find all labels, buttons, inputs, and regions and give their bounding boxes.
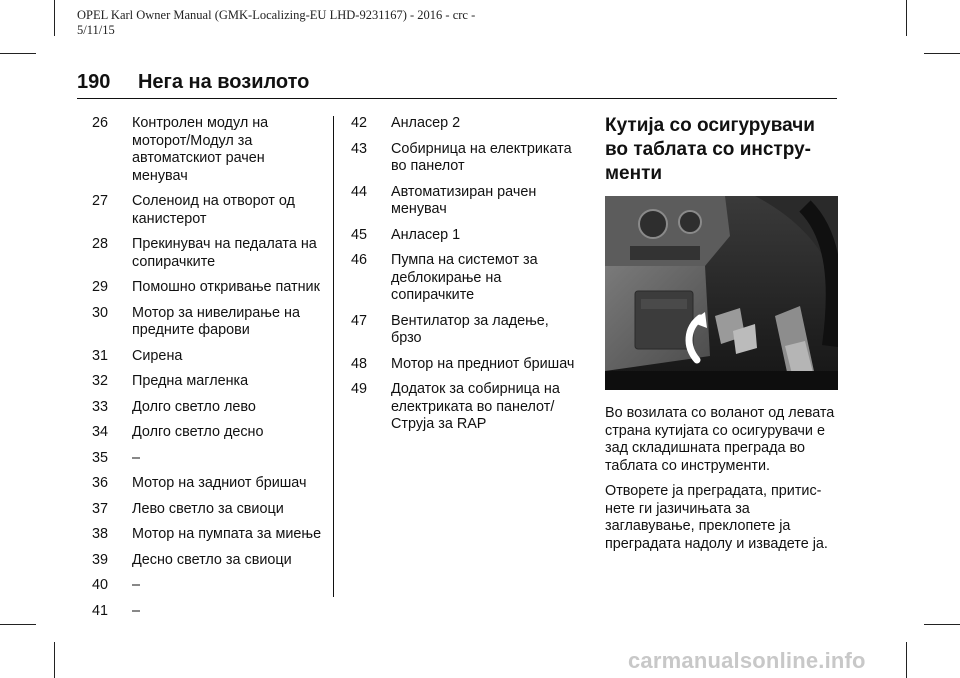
fuse-description: Мотор на пумпата за миење bbox=[132, 526, 322, 542]
section-heading: Кутија со осигурувачи во таблата со инстру-менти bbox=[605, 115, 815, 184]
fuse-number: 36 bbox=[92, 475, 109, 491]
fuse-description: – bbox=[132, 577, 141, 593]
fuse-number: 30 bbox=[92, 304, 109, 321]
fuse-list-item bbox=[92, 475, 324, 493]
fuse-description: – bbox=[132, 449, 141, 466]
fuse-list-item bbox=[92, 577, 324, 595]
fuse-description: Анласер 2 bbox=[391, 115, 461, 131]
fuse-number: 39 bbox=[92, 551, 109, 568]
fuse-number: 49 bbox=[351, 381, 368, 397]
fuse-number: 45 bbox=[351, 226, 368, 243]
fuse-box-location-photo bbox=[605, 196, 838, 390]
crop-mark bbox=[0, 53, 36, 54]
page-header bbox=[77, 71, 309, 94]
fuse-description: Соленоид на отворот од канистерот bbox=[132, 193, 295, 227]
fuse-description: Анласер 1 bbox=[391, 226, 461, 243]
fuse-description: Контролен модул на моторот/Модул за автоматскиот рачен менувач bbox=[132, 115, 269, 184]
fuse-number: 46 bbox=[351, 252, 368, 268]
fuse-number: 32 bbox=[92, 373, 109, 389]
fuse-list-item bbox=[92, 193, 324, 228]
fuse-number: 48 bbox=[351, 355, 368, 372]
fuse-description: Лево светло за свиоци bbox=[132, 500, 284, 517]
fuse-list-item bbox=[92, 603, 324, 621]
fuse-description: Автоматизиран рачен менувач bbox=[391, 183, 537, 217]
fuse-description: Долго светло лево bbox=[132, 398, 256, 415]
fuse-description: Вентилатор за ладење, брзо bbox=[391, 312, 549, 346]
fuse-list-item bbox=[351, 115, 581, 133]
instrument-panel-fuse-box-section bbox=[605, 114, 840, 553]
fuse-description: – bbox=[132, 602, 141, 619]
fuse-description: Пумпа на системот за деблокирање на сопирачките bbox=[391, 252, 538, 303]
fuse-number: 37 bbox=[92, 500, 109, 517]
crop-mark bbox=[906, 0, 907, 36]
fuse-description: Мотор за нивелирање на предните фарови bbox=[132, 304, 300, 338]
crop-mark bbox=[906, 642, 907, 678]
fuse-list-item bbox=[92, 373, 324, 391]
fuse-number: 38 bbox=[92, 526, 109, 542]
fuse-number: 29 bbox=[92, 279, 109, 295]
crop-mark bbox=[924, 53, 960, 54]
print-metadata-line2: 5/11/15 bbox=[77, 23, 115, 37]
crop-mark bbox=[924, 624, 960, 625]
fuse-list-item bbox=[351, 184, 581, 219]
fuse-number: 47 bbox=[351, 312, 368, 329]
header-rule bbox=[77, 98, 837, 99]
fuse-list-item bbox=[92, 450, 324, 468]
fuse-number: 44 bbox=[351, 183, 368, 200]
fuse-list-column-1 bbox=[92, 115, 324, 628]
fuse-number: 42 bbox=[351, 115, 368, 131]
fuse-number: 27 bbox=[92, 193, 109, 209]
fuse-description: Прекинувач на педалата на сопирачките bbox=[132, 236, 317, 270]
fuse-list-item bbox=[351, 227, 581, 245]
page-number: 190 bbox=[77, 71, 111, 93]
fuse-list-item bbox=[351, 356, 581, 374]
crop-mark bbox=[54, 0, 55, 36]
fuse-list-item bbox=[92, 305, 324, 340]
fuse-number: 35 bbox=[92, 449, 109, 466]
crop-mark bbox=[54, 642, 55, 678]
fuse-number: 34 bbox=[92, 424, 109, 440]
section-paragraph-2: Отворете ја преградата, притис-нете ги јазичињата за заглавување, преклопете ја преградата надолу и извадете ја. bbox=[605, 483, 828, 552]
fuse-number: 40 bbox=[92, 577, 109, 593]
fuse-number: 43 bbox=[351, 140, 368, 157]
section-paragraph-1: Во возилата со воланот од левата страна кутијата со осигурувачи е зад складишната преграда во таблата со инструменти. bbox=[605, 405, 835, 474]
fuse-list-item bbox=[351, 141, 581, 176]
fuse-description: Мотор на предниот бришач bbox=[391, 355, 575, 372]
fuse-number: 41 bbox=[92, 602, 109, 619]
crop-mark bbox=[0, 624, 36, 625]
fuse-description: Помошно откривање патник bbox=[132, 279, 320, 295]
fuse-list-item bbox=[92, 552, 324, 570]
column-divider bbox=[333, 116, 334, 597]
fuse-list-item bbox=[351, 381, 581, 434]
fuse-description: Десно светло за свиоци bbox=[132, 551, 292, 568]
fuse-description: Собирница на електриката во панелот bbox=[391, 140, 572, 174]
fuse-description: Долго светло десно bbox=[132, 424, 264, 440]
fuse-number: 33 bbox=[92, 398, 109, 415]
fuse-description: Предна магленка bbox=[132, 373, 249, 389]
print-metadata-line1: OPEL Karl Owner Manual (GMK-Localizing-EU LHD-9231167) - 2016 - crc - bbox=[77, 8, 476, 22]
fuse-list-column-2 bbox=[351, 115, 581, 442]
fuse-list-item bbox=[351, 252, 581, 305]
fuse-list-item bbox=[92, 115, 324, 185]
fuse-number: 31 bbox=[92, 347, 109, 364]
fuse-number: 26 bbox=[92, 115, 109, 131]
fuse-list-item bbox=[92, 526, 324, 544]
watermark: carmanualsonline.info bbox=[628, 648, 866, 673]
fuse-list-item bbox=[92, 236, 324, 271]
fuse-list-item bbox=[92, 279, 324, 297]
fuse-list-item bbox=[351, 313, 581, 348]
page-title: Нега на возилото bbox=[137, 71, 310, 93]
fuse-description: Додаток за собирница на електриката во панелот/ Струја за RAP bbox=[391, 381, 560, 432]
fuse-description: Мотор на задниот бришач bbox=[132, 475, 307, 491]
fuse-number: 28 bbox=[92, 236, 109, 252]
fuse-list-item bbox=[92, 399, 324, 417]
print-metadata bbox=[77, 8, 507, 38]
fuse-list-item bbox=[92, 501, 324, 519]
fuse-description: Сирена bbox=[132, 347, 183, 364]
fuse-list-item bbox=[92, 424, 324, 442]
fuse-list-item bbox=[92, 348, 324, 366]
